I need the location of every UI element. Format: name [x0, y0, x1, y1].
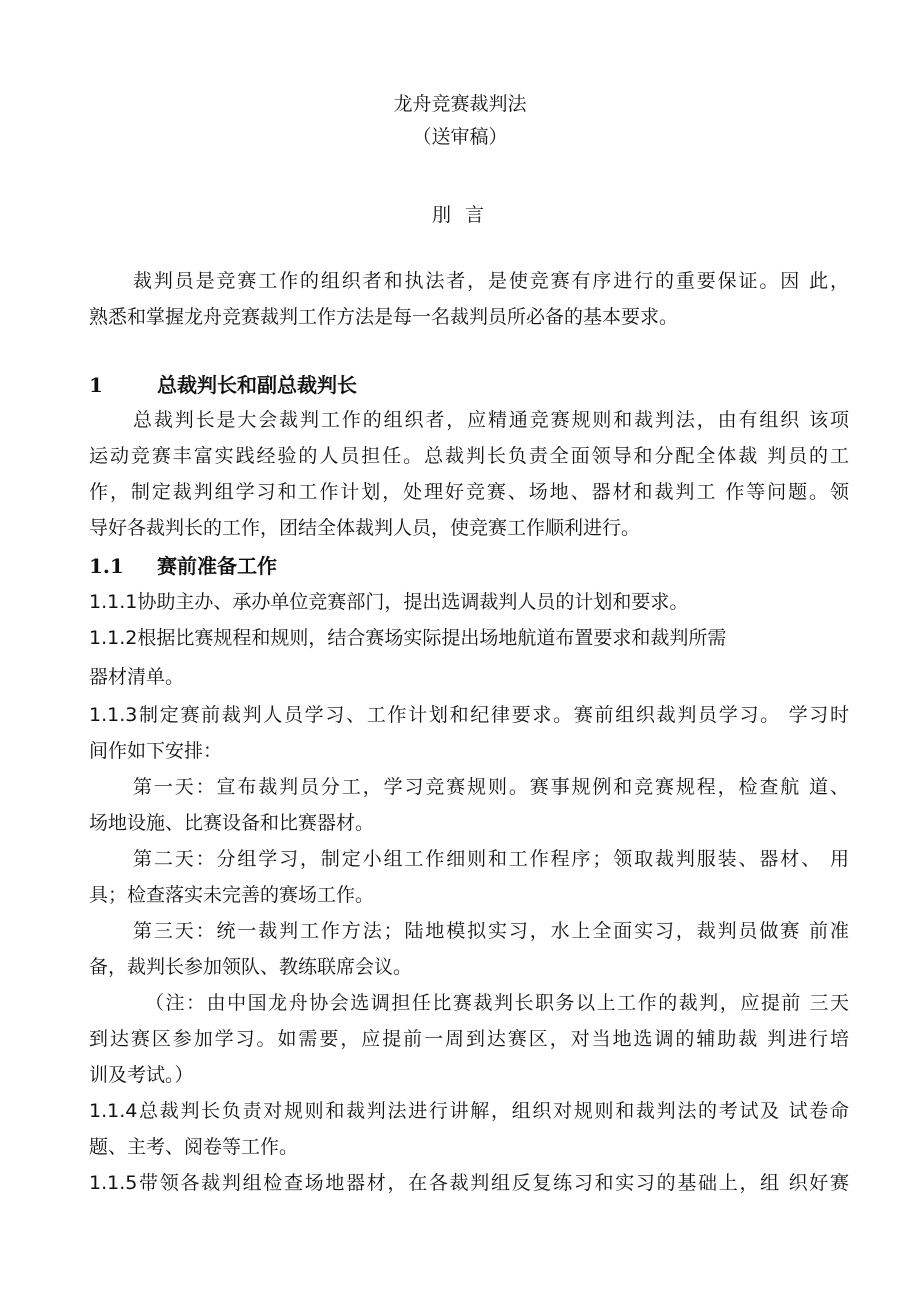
note-line: （注：由中国龙舟协会选调担任比赛裁判长职务以上工作的裁判，应提前 三天	[145, 992, 849, 1014]
item-1-1-4-line: 1.1.4总裁判长负责对规则和裁判法进行讲解，组织对规则和裁判法的考试及 试卷命	[89, 1100, 849, 1122]
item-1-1-2-line: 器材清单。	[89, 666, 185, 688]
preface-heading: 刖 言	[431, 204, 489, 226]
item-1-1-3-line: 间作如下安排：	[89, 740, 223, 762]
day-1-line: 第一天：宣布裁判员分工，学习竞赛规则。赛事规例和竞赛规程，检查航 道、	[133, 776, 849, 798]
document-subtitle: （送审稿）	[412, 126, 508, 148]
day-3-line: 第三天：统一裁判工作方法；陆地模拟实习，水上全面实习，裁判员做赛 前准	[133, 920, 849, 942]
day-3-line: 备，裁判长参加领队、教练联席会议。	[89, 956, 413, 978]
section-1-1-heading	[89, 553, 277, 579]
note-line: 训及考试。）	[89, 1064, 194, 1086]
section-1-1-number: 1.1	[89, 554, 124, 578]
day-2-line: 第二天：分组学习，制定小组工作细则和工作程序；领取裁判服装、器材、 用	[133, 848, 849, 870]
section-1-title: 总裁判长和副总裁判长	[157, 373, 357, 397]
section-1-heading	[89, 372, 357, 398]
document-title: 龙舟竞赛裁判法	[393, 93, 527, 115]
note-line: 到达赛区参加学习。如需要，应提前一周到达赛区，对当地选调的辅助裁 判进行培	[89, 1028, 849, 1050]
item-1-1-3-line: 1.1.3制定赛前裁判人员学习、工作计划和纪律要求。赛前组织裁判员学习。 学习时	[89, 704, 849, 726]
day-2-line: 具；检查落实未完善的赛场工作。	[89, 884, 375, 906]
section-1-1-title: 赛前准备工作	[157, 554, 277, 578]
preface-line: 裁判员是竞赛工作的组织者和执法者，是使竞赛有序进行的重要保证。因 此，	[133, 270, 849, 292]
item-1-1-4-line: 题、主考、阅卷等工作。	[89, 1136, 299, 1158]
item-1-1-1: 1.1.1协助主办、承办单位竞赛部门，提出选调裁判人员的计划和要求。	[89, 591, 689, 613]
section-1-line: 总裁判长是大会裁判工作的组织者，应精通竞赛规则和裁判法，由有组织 该项	[133, 409, 849, 431]
day-1-line: 场地设施、比赛设备和比赛器材。	[89, 812, 375, 834]
item-1-1-2-line: 1.1.2根据比赛规程和规则，结合赛场实际提出场地航道布置要求和裁判所需	[89, 627, 727, 649]
section-1-line: 作，制定裁判组学习和工作计划，处理好竞赛、场地、器材和裁判工 作等问题。领	[89, 481, 849, 503]
section-1-number: 1	[89, 373, 103, 397]
section-1-line: 导好各裁判长的工作，团结全体裁判人员，使竞赛工作顺利进行。	[89, 517, 641, 539]
section-1-line: 运动竞赛丰富实践经验的人员担任。总裁判长负责全面领导和分配全体裁 判员的工	[89, 445, 849, 467]
item-1-1-5-line: 1.1.5带领各裁判组检查场地器材，在各裁判组反复练习和实习的基础上，组 织好赛	[89, 1172, 849, 1194]
preface-line: 熟悉和掌握龙舟竞赛裁判工作方法是每一名裁判员所必备的基本要求。	[89, 306, 679, 328]
